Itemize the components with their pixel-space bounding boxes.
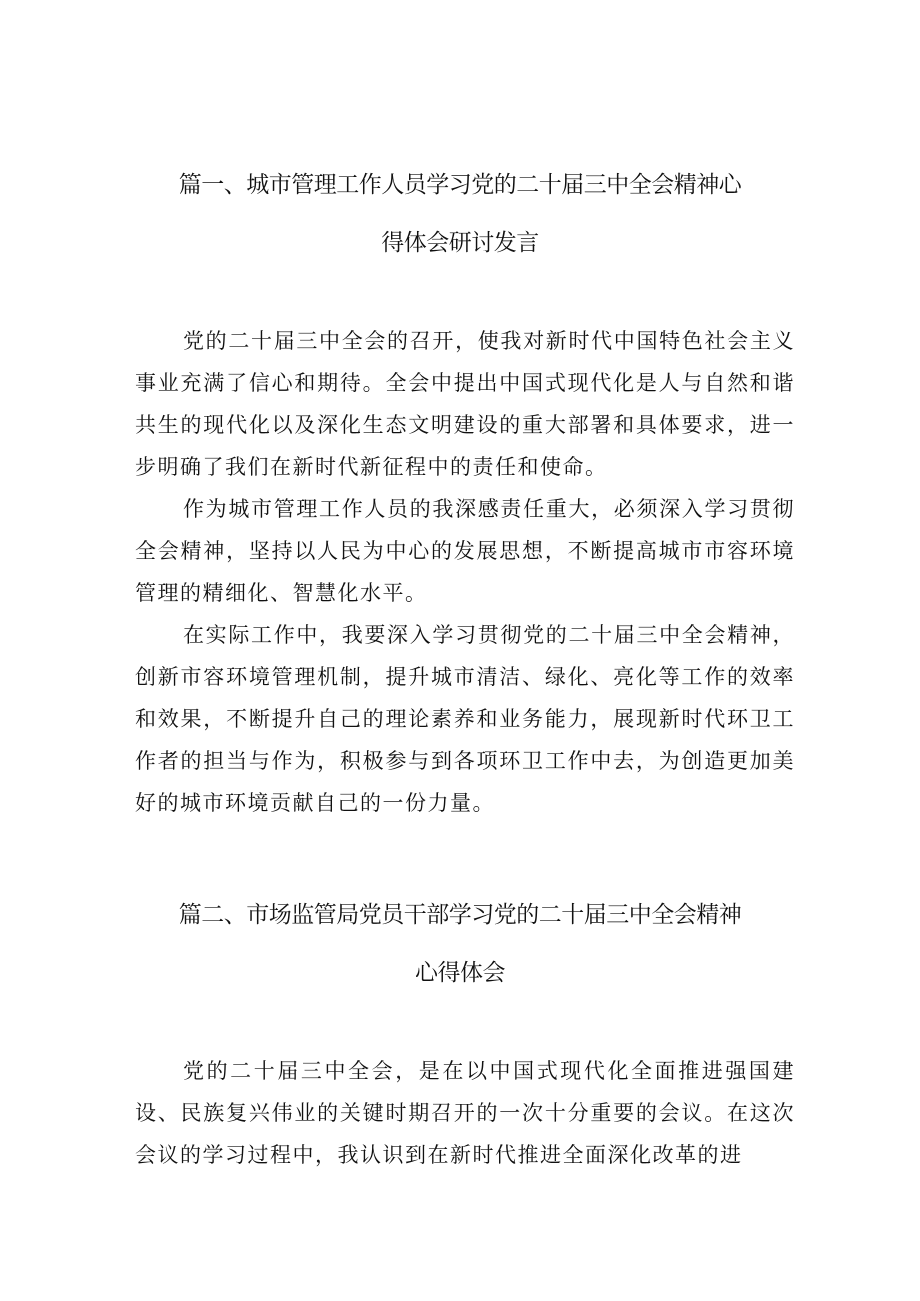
section-title-2-line-1: 篇二、市场监管局党员干部学习党的二十届三中全会精神 [178,902,742,928]
section-1-paragraph-2: 作为城市管理工作人员的我深感责任重大，必须深入学习贯彻全会精神，坚持以人民为中心的发展思想，不断提高城市市容环境管理的精细化、智慧化水平。 [135,497,795,605]
section-title-2 [100,886,820,1002]
section-title-1-line-2: 得体会研讨发言 [381,230,539,256]
section-2-paragraph-1: 党的二十届三中全会，是在以中国式现代化全面推进强国建设、民族复兴伟业的关键时期召开的一次十分重要的会议。在这次会议的学习过程中，我认识到在新时代推进全面深化改革的进 [135,1059,795,1167]
section-1-paragraph-1: 党的二十届三中全会的召开，使我对新时代中国特色社会主义事业充满了信心和期待。全会中提出中国式现代化是人与自然和谐共生的现代化以及深化生态文明建设的重大部署和具体要求，进一步明确了我们在新时代新征程中的责任和使命。 [135,329,795,479]
section-title-2-line-2: 心得体会 [415,960,505,986]
section-title-1 [100,156,820,272]
section-title-1-line-1: 篇一、城市管理工作人员学习党的二十届三中全会精神心 [178,172,742,198]
section-1-paragraph-3: 在实际工作中，我要深入学习贯彻党的二十届三中全会精神，创新市容环境管理机制，提升城市清洁、绿化、亮化等工作的效率和效果，不断提升自己的理论素养和业务能力，展现新时代环卫工作者的担当与作为，积极参与到各项环卫工作中去，为创造更加美好的城市环境贡献自己的一份力量。 [135,623,795,815]
